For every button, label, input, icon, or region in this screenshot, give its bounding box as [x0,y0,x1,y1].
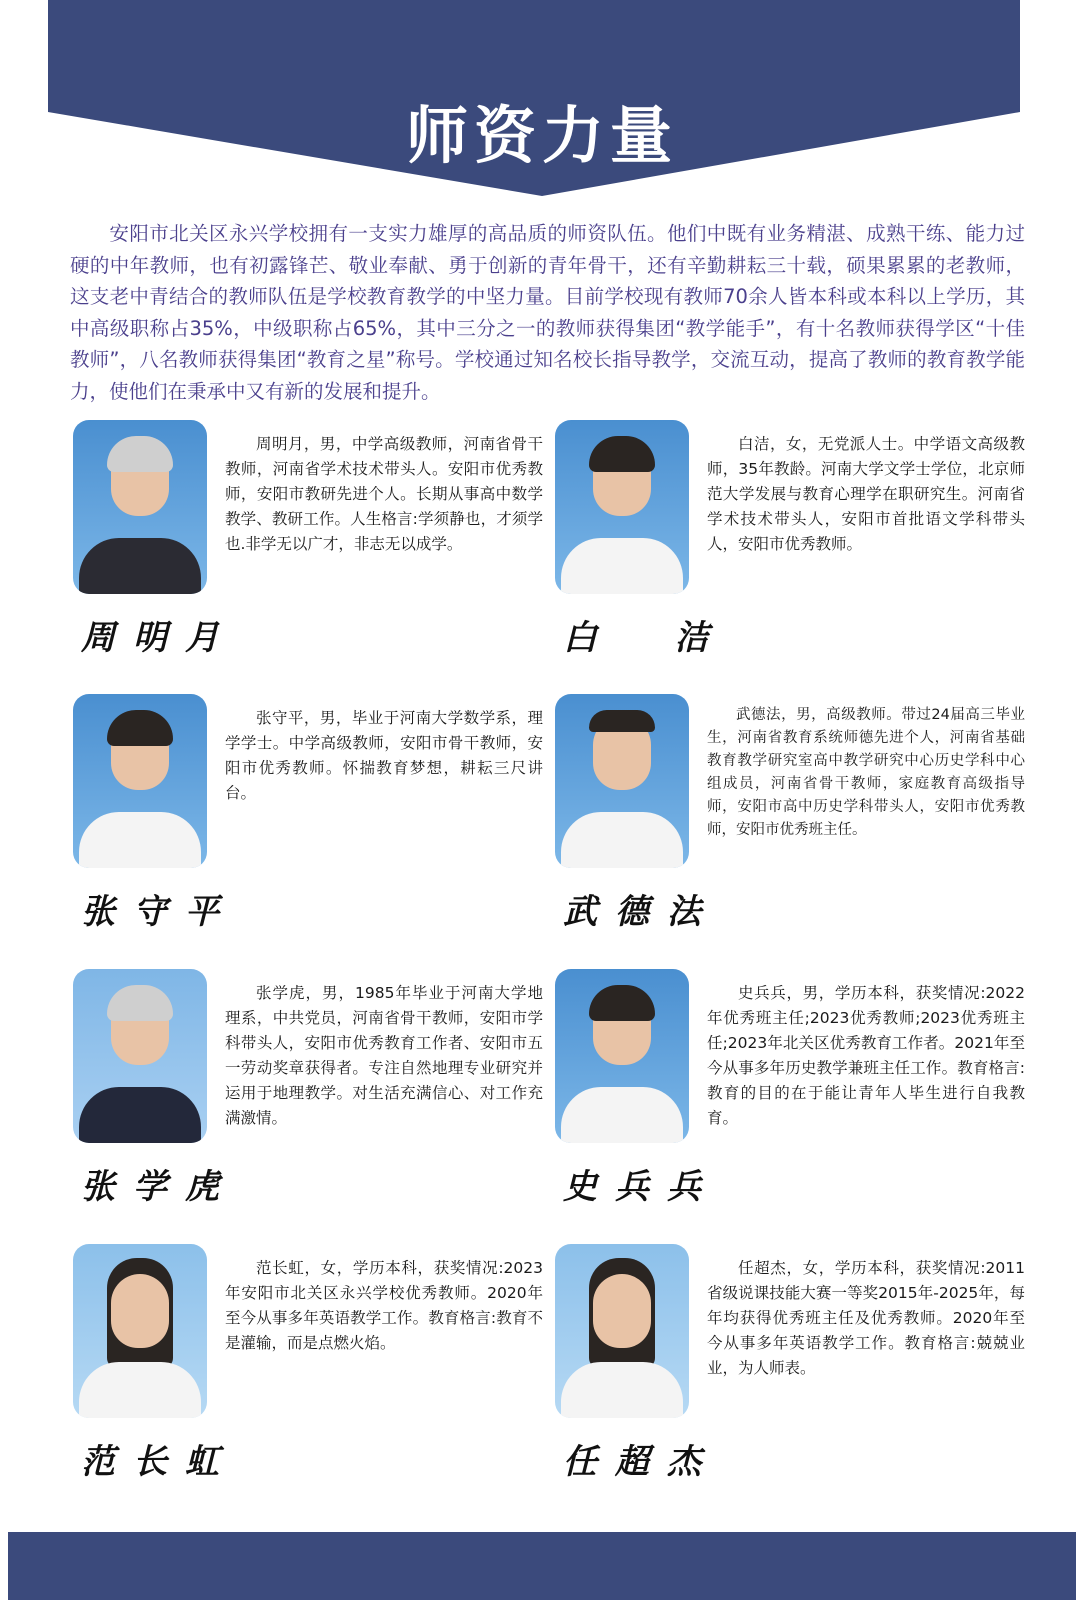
teacher-photo [73,1244,207,1418]
teacher-bio: 任超杰，女，学历本科，获奖情况:2011省级说课技能大赛一等奖2015年-2025年，每年均获得优秀班主任及优秀教师。2020年至今从事多年英语教学工作。教育格言:兢兢业业，为人师表。 [707,1259,1025,1377]
teacher-name: 任超杰 [563,1442,719,1482]
intro-paragraph [70,218,1025,407]
teacher-bio: 史兵兵，男，学历本科，获奖情况:2022年优秀班主任;2023优秀教师;2023优秀班主任;2023年北关区优秀教育工作者。2021年至今从事多年历史教学兼班主任工作。教育格言:教育的目的在于能让青年人毕生进行自我教育。 [707,984,1025,1127]
footer-band [8,1532,1076,1600]
teacher-bio: 白洁，女，无党派人士。中学语文高级教师，35年教龄。河南大学文学士学位，北京师范大学发展与教育心理学在职研究生。河南省学术技术带头人，安阳市首批语文学科带头人，安阳市优秀教师。 [707,435,1025,553]
teacher-card [73,694,543,944]
teacher-card [73,420,543,670]
teacher-name: 武德法 [563,892,719,932]
teacher-bio: 武德法，男，高级教师。带过24届高三毕业生，河南省教育系统师德先进个人，河南省基础教育教学研究室高中教学研究中心历史学科中心组成员，河南省骨干教师，家庭教育高级指导师，安阳市高中历史学科带头人，安阳市优秀教师，安阳市优秀班主任。 [707,707,1025,838]
teacher-photo [555,1244,689,1418]
teacher-bio: 范长虹，女，学历本科，获奖情况:2023年安阳市北关区永兴学校优秀教师。2020年至今从事多年英语教学工作。教育格言:教育不是灌输，而是点燃火焰。 [225,1259,543,1352]
teacher-card [555,694,1025,944]
teacher-name: 张守平 [81,892,237,932]
teacher-name: 白 洁 [563,618,727,658]
teacher-card [555,969,1025,1219]
teacher-photo [555,694,689,868]
teacher-card [73,1244,543,1494]
teacher-bio: 张守平，男，毕业于河南大学数学系，理学学士。中学高级教师，安阳市骨干教师，安阳市优秀教师。怀揣教育梦想，耕耘三尺讲台。 [225,709,543,802]
page-title: 师资力量 [405,99,678,172]
teacher-photo [555,969,689,1143]
teacher-bio: 周明月，男，中学高级教师，河南省骨干教师，河南省学术技术带头人。安阳市优秀教师，安阳市教研先进个人。长期从事高中数学教学、教研工作。人生格言:学须静也，才须学也.非学无以广才，非志无以成学。 [225,435,543,553]
teacher-card [555,1244,1025,1494]
intro-text: 安阳市北关区永兴学校拥有一支实力雄厚的高品质的师资队伍。他们中既有业务精湛、成熟干练、能力过硬的中年教师，也有初露锋芒、敬业奉献、勇于创新的青年骨干，还有辛勤耕耘三十载，硕果累累的老教师，这支老中青结合的教师队伍是学校教育教学的中坚力量。目前学校现有教师70余人皆本科或本科以上学历，其中高级职称占35%，中级职称占65%，其中三分之一的教师获得集团“教学能手”，有十名教师获得学区“十佳教师”，八名教师获得集团“教育之星”称号。学校通过知名校长指导教学，交流互动，提高了教师的教育教学能力，使他们在秉承中又有新的发展和提升。 [70,222,1025,403]
teacher-photo [73,420,207,594]
teacher-name: 张学虎 [81,1167,237,1207]
teacher-photo [73,969,207,1143]
teacher-card [555,420,1025,670]
teacher-card [73,969,543,1219]
teacher-name: 周明月 [81,618,237,658]
teacher-name: 史兵兵 [563,1167,719,1207]
teacher-bio: 张学虎，男，1985年毕业于河南大学地理系，中共党员，河南省骨干教师，安阳市学科带头人，安阳市优秀教育工作者、安阳市五一劳动奖章获得者。专注自然地理专业研究并运用于地理教学。对生活充满信心、对工作充满激情。 [225,984,543,1127]
teacher-photo [73,694,207,868]
teacher-photo [555,420,689,594]
teacher-name: 范长虹 [81,1442,237,1482]
